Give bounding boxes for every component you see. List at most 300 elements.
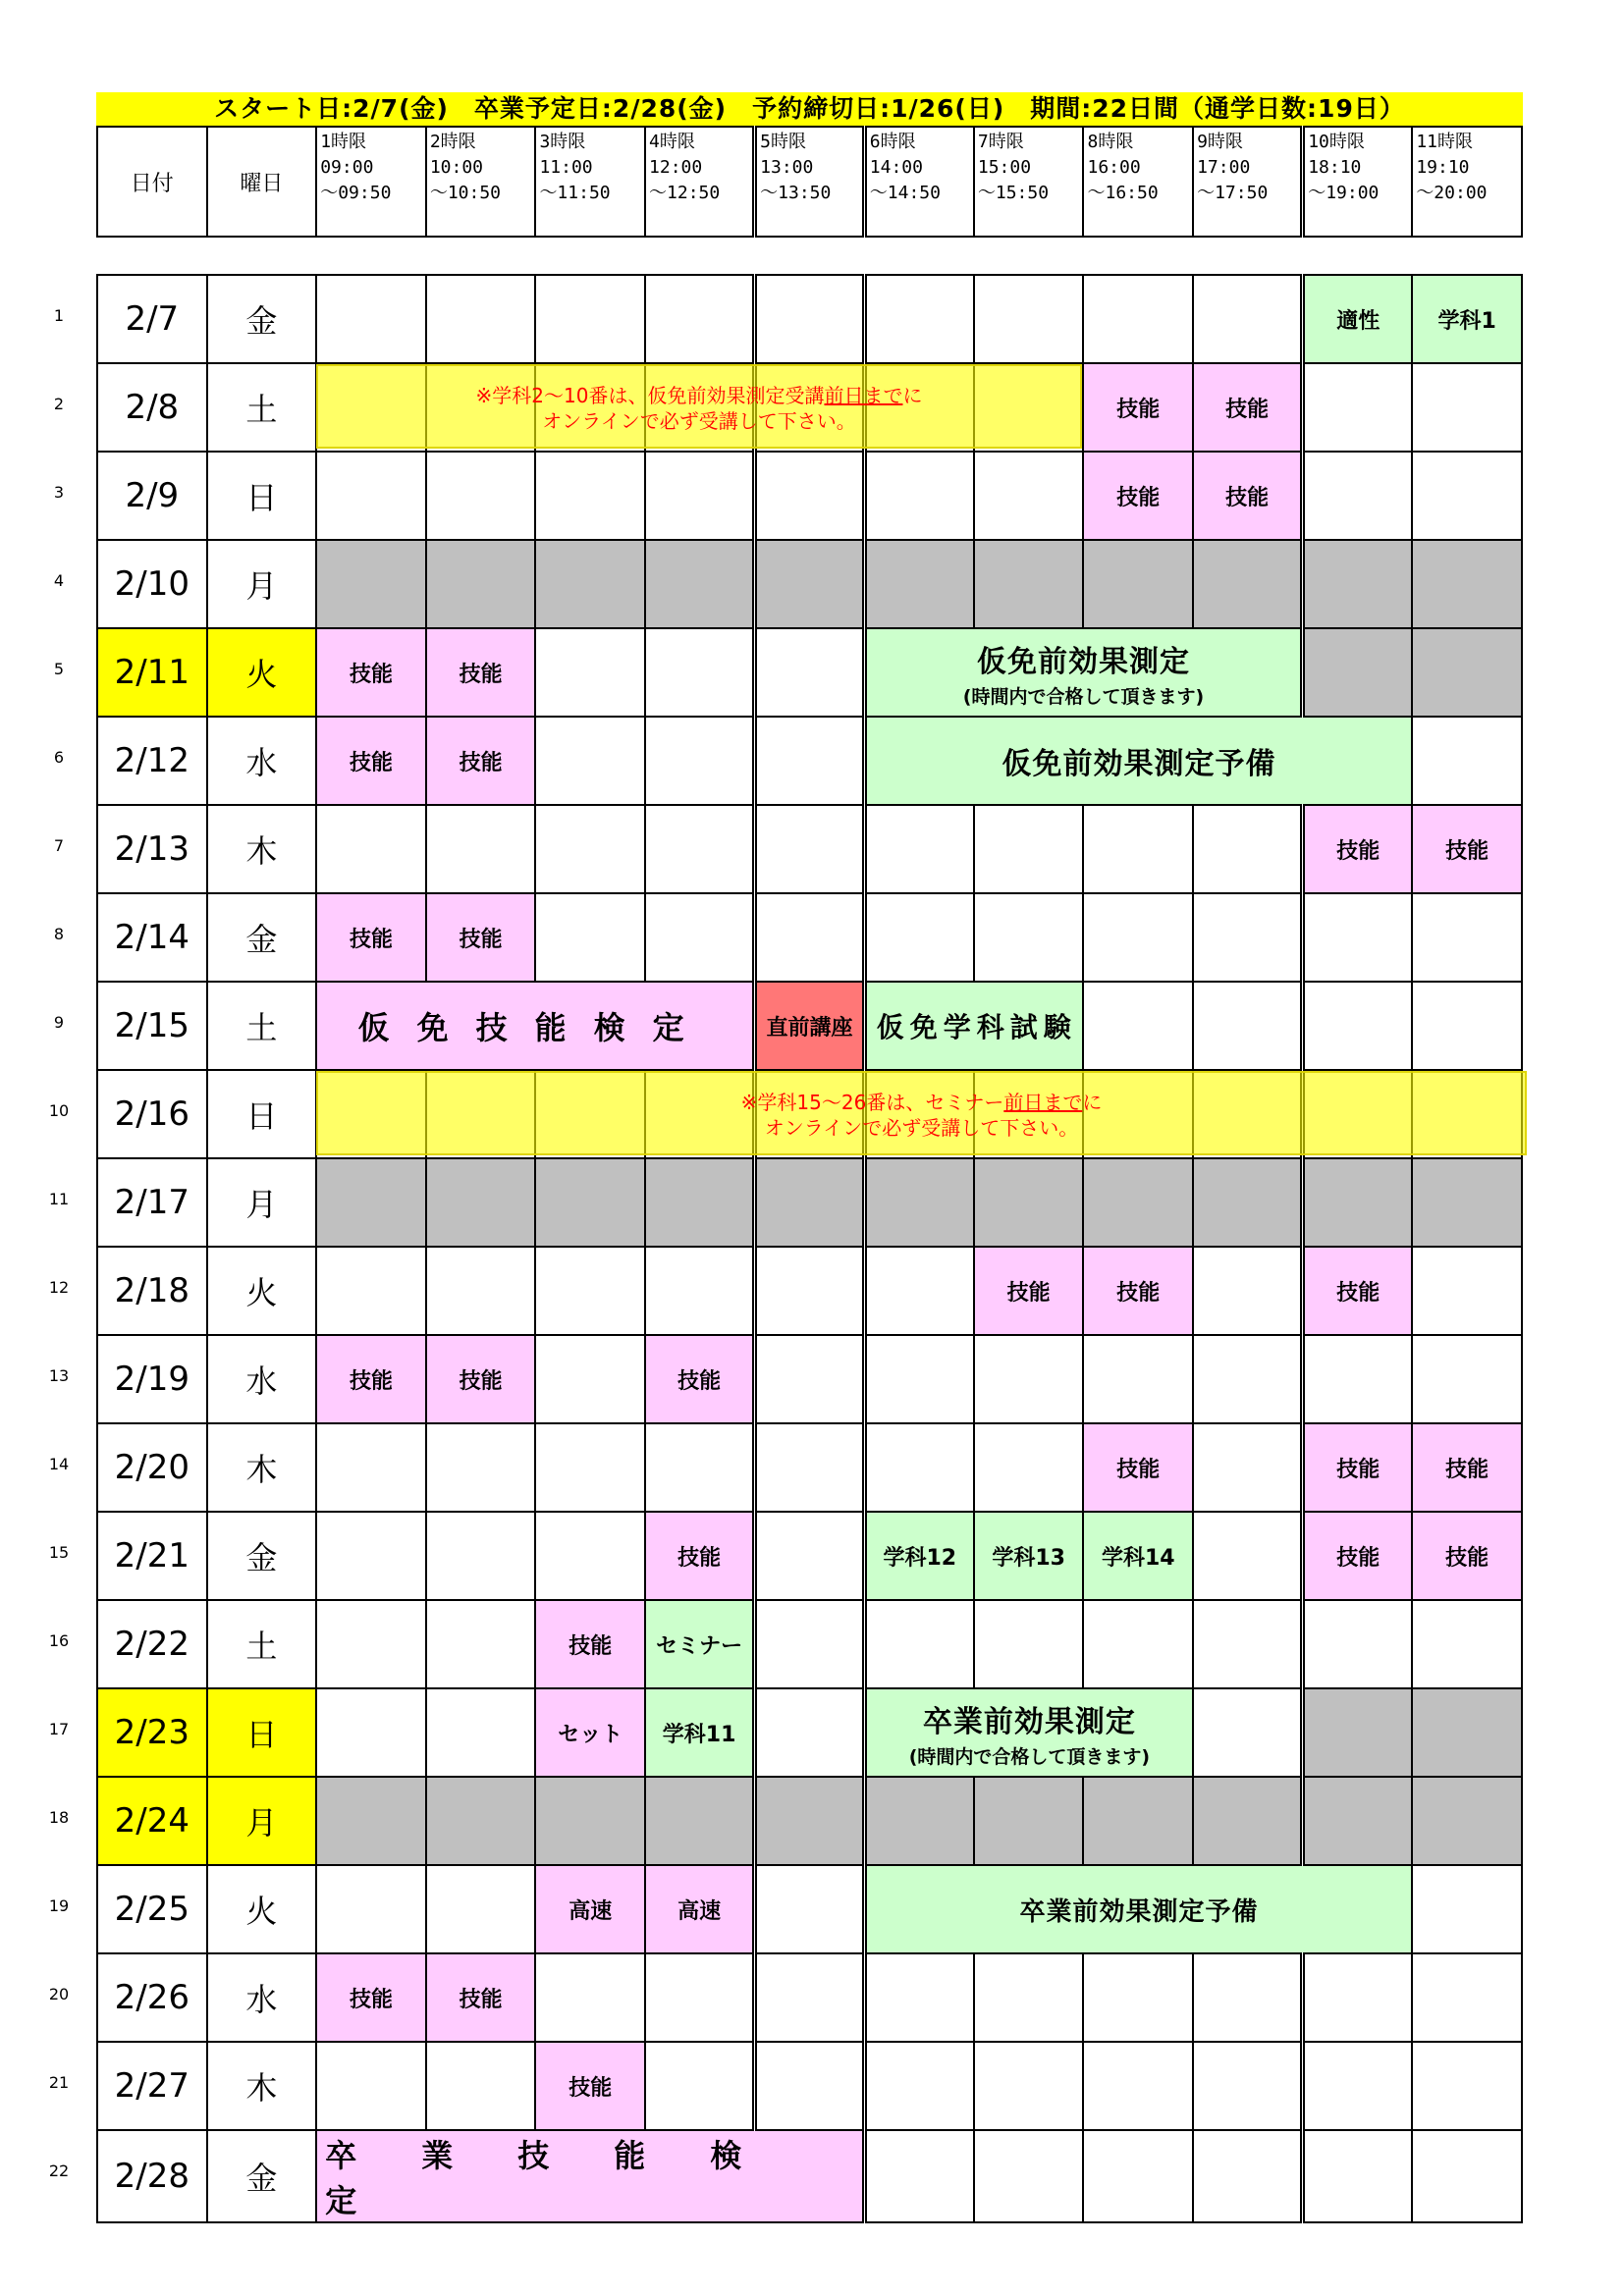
empty-slot[interactable] (974, 1600, 1084, 1688)
provisional-written-exam[interactable]: 仮免学科試験 (864, 982, 1083, 1070)
date-cell: 2/22 (97, 1600, 207, 1688)
empty-slot[interactable] (1303, 363, 1413, 452)
notice-line2: オンラインで必ず受講して下さい。 (542, 409, 856, 433)
empty-slot[interactable] (755, 452, 865, 540)
driving-skill-slot[interactable]: 技能 (426, 628, 536, 717)
notice-line2: オンラインで必ず受講して下さい。 (764, 1116, 1079, 1140)
graduation-test-reserve[interactable]: 卒業前効果測定予備 (864, 1865, 1412, 1953)
driving-skill-slot[interactable]: 技能 (645, 1335, 755, 1423)
row-number: 5 (53, 660, 65, 678)
closed-slot (1193, 1158, 1303, 1247)
empty-slot[interactable] (645, 893, 755, 982)
empty-slot[interactable] (1193, 982, 1303, 1070)
period-3-header: 3時限 11:00 ～11:50 (535, 127, 645, 237)
closed-slot (645, 1777, 755, 1865)
empty-slot[interactable] (316, 2042, 426, 2130)
closed-slot (316, 540, 426, 628)
notice-lectures-2-10 (316, 364, 1082, 449)
empty-slot[interactable] (1193, 1512, 1303, 1600)
notice-line1: ※学科15～26番は、セミナー前日までに (740, 1091, 1103, 1114)
empty-slot[interactable] (1193, 1335, 1303, 1423)
table-row (97, 1247, 1522, 1335)
highway-slot[interactable]: 高速 (535, 1865, 645, 1953)
empty-slot[interactable] (1193, 1423, 1303, 1512)
weekday-cell: 木 (207, 2042, 317, 2130)
empty-slot[interactable] (1412, 1335, 1522, 1423)
date-cell: 2/10 (97, 540, 207, 628)
driving-skill-slot[interactable]: 技能 (1193, 452, 1303, 540)
driving-skill-slot[interactable]: 技能 (1303, 1423, 1413, 1512)
empty-slot[interactable] (1193, 1953, 1303, 2042)
row-number: 21 (48, 2073, 70, 2092)
table-row (97, 2130, 1522, 2222)
empty-slot[interactable] (316, 1247, 426, 1335)
closed-slot (864, 540, 974, 628)
table-row (97, 1335, 1522, 1423)
driving-skill-slot[interactable]: 技能 (316, 1335, 426, 1423)
closed-slot (426, 1777, 536, 1865)
empty-slot[interactable] (645, 275, 755, 363)
date-cell: 2/27 (97, 2042, 207, 2130)
empty-slot[interactable] (426, 1423, 536, 1512)
driving-skill-slot[interactable]: 技能 (1083, 452, 1193, 540)
empty-slot[interactable] (1303, 1953, 1413, 2042)
closed-slot (755, 540, 865, 628)
weekday-cell: 木 (207, 805, 317, 893)
driving-skill-slot[interactable]: 技能 (316, 628, 426, 717)
empty-slot[interactable] (1412, 2042, 1522, 2130)
empty-slot[interactable] (1083, 1953, 1193, 2042)
provisional-test-reserve[interactable]: 仮免前効果測定予備 (864, 717, 1412, 805)
table-row (97, 1953, 1522, 2042)
schedule-banner: スタート日:2/7(金) 卒業予定日:2/28(金) 予約締切日:1/26(日) 期間:22日間（通学日数:19日） (96, 92, 1523, 126)
empty-slot[interactable] (755, 275, 865, 363)
empty-slot[interactable] (1303, 452, 1413, 540)
driving-skill-slot[interactable]: 技能 (426, 893, 536, 982)
row-number: 7 (53, 836, 65, 855)
empty-slot[interactable] (1412, 717, 1522, 805)
row-number: 13 (48, 1366, 70, 1385)
driving-skill-slot[interactable]: 技能 (974, 1247, 1084, 1335)
empty-slot[interactable] (864, 1953, 974, 2042)
empty-slot[interactable] (535, 1953, 645, 2042)
period-8-header: 8時限 16:00 ～16:50 (1083, 127, 1193, 237)
weekday-cell: 土 (207, 1600, 317, 1688)
driving-skill-slot[interactable]: 技能 (1303, 805, 1413, 893)
date-cell: 2/21 (97, 1512, 207, 1600)
empty-slot[interactable] (535, 1512, 645, 1600)
notice-line1: ※学科2～10番は、仮免前効果測定受講前日までに (475, 384, 923, 407)
closed-slot (1083, 1777, 1193, 1865)
driving-skill-slot[interactable]: 技能 (426, 1335, 536, 1423)
closed-slot (645, 540, 755, 628)
empty-slot[interactable] (1303, 1600, 1413, 1688)
empty-slot[interactable] (1193, 893, 1303, 982)
table-row (97, 540, 1522, 628)
empty-slot[interactable] (755, 628, 865, 717)
empty-slot[interactable] (535, 1423, 645, 1512)
closed-slot (1303, 540, 1413, 628)
date-cell: 2/16 (97, 1070, 207, 1158)
row-number: 10 (48, 1101, 70, 1120)
empty-slot[interactable] (1193, 1600, 1303, 1688)
weekday-cell: 火 (207, 628, 317, 717)
empty-slot[interactable] (535, 1247, 645, 1335)
empty-slot[interactable] (645, 628, 755, 717)
empty-slot[interactable] (1193, 805, 1303, 893)
set-slot[interactable]: セット (535, 1688, 645, 1777)
closed-slot (1412, 628, 1522, 717)
empty-slot[interactable] (974, 893, 1084, 982)
empty-slot[interactable] (1083, 982, 1193, 1070)
empty-slot[interactable] (426, 1512, 536, 1600)
closed-slot (755, 1158, 865, 1247)
graduation-effect-test[interactable]: 卒業前効果測定 (時間内で合格して頂きます) (864, 1688, 1193, 1777)
date-cell: 2/19 (97, 1335, 207, 1423)
empty-slot[interactable] (1083, 1600, 1193, 1688)
weekday-cell: 火 (207, 1865, 317, 1953)
empty-slot[interactable] (316, 1600, 426, 1688)
closed-slot (1193, 1777, 1303, 1865)
empty-slot[interactable] (864, 2130, 974, 2222)
empty-slot[interactable] (1412, 2130, 1522, 2222)
empty-slot[interactable] (1412, 1600, 1522, 1688)
empty-slot[interactable] (755, 893, 865, 982)
date-cell: 2/25 (97, 1865, 207, 1953)
weekday-cell: 水 (207, 717, 317, 805)
empty-slot[interactable] (1193, 2130, 1303, 2222)
closed-slot (1412, 1688, 1522, 1777)
date-cell: 2/7 (97, 275, 207, 363)
empty-slot[interactable] (1083, 805, 1193, 893)
empty-slot[interactable] (1303, 1335, 1413, 1423)
empty-slot[interactable] (535, 452, 645, 540)
table-row (97, 275, 1522, 363)
weekday-cell: 月 (207, 540, 317, 628)
weekday-cell: 金 (207, 275, 317, 363)
closed-slot (864, 1158, 974, 1247)
driving-skill-slot[interactable]: 技能 (316, 717, 426, 805)
row-number: 15 (48, 1543, 70, 1562)
date-cell: 2/8 (97, 363, 207, 452)
driving-skill-slot[interactable]: 技能 (535, 2042, 645, 2130)
row-number: 16 (48, 1631, 70, 1650)
period-10-header: 10時限 18:10 ～19:00 (1303, 127, 1413, 237)
driving-skill-slot[interactable]: 技能 (1303, 1247, 1413, 1335)
empty-slot[interactable] (1412, 1865, 1522, 1953)
weekday-cell: 金 (207, 893, 317, 982)
empty-slot[interactable] (755, 1865, 865, 1953)
empty-slot[interactable] (1193, 2042, 1303, 2130)
closed-slot (426, 540, 536, 628)
schedule-table (96, 274, 1523, 2223)
table-row (97, 982, 1522, 1070)
period-2-header: 2時限 10:00 ～10:50 (426, 127, 536, 237)
empty-slot[interactable] (426, 2042, 536, 2130)
provisional-skill-exam[interactable]: 仮免技能検定 (316, 982, 754, 1070)
driving-skill-slot[interactable]: 技能 (316, 893, 426, 982)
empty-slot[interactable] (426, 275, 536, 363)
closed-slot (645, 1158, 755, 1247)
empty-slot[interactable] (645, 1247, 755, 1335)
driving-skill-slot[interactable]: 技能 (426, 717, 536, 805)
empty-slot[interactable] (755, 717, 865, 805)
empty-slot[interactable] (426, 1865, 536, 1953)
row-number: 2 (53, 395, 65, 413)
period-1-header: 1時限 09:00 ～09:50 (316, 127, 426, 237)
driving-skill-slot[interactable]: 技能 (426, 1953, 536, 2042)
empty-slot[interactable] (1412, 452, 1522, 540)
empty-slot[interactable] (1412, 893, 1522, 982)
pre-exam-lecture[interactable]: 直前講座 (755, 982, 865, 1070)
date-cell: 2/23 (97, 1688, 207, 1777)
closed-slot (316, 1158, 426, 1247)
period-11-header: 11時限 19:10 ～20:00 (1412, 127, 1522, 237)
closed-slot (1303, 1158, 1413, 1247)
empty-slot[interactable] (974, 452, 1084, 540)
empty-slot[interactable] (1083, 1335, 1193, 1423)
closed-slot (316, 1777, 426, 1865)
row-number: 8 (53, 925, 65, 943)
period-7-header: 7時限 15:00 ～15:50 (974, 127, 1084, 237)
empty-slot[interactable] (864, 1423, 974, 1512)
seminar-slot[interactable]: セミナー (645, 1600, 755, 1688)
empty-slot[interactable] (645, 805, 755, 893)
highway-slot[interactable]: 高速 (645, 1865, 755, 1953)
weekday-cell: 水 (207, 1953, 317, 2042)
empty-slot[interactable] (316, 452, 426, 540)
empty-slot[interactable] (645, 1953, 755, 2042)
empty-slot[interactable] (864, 1335, 974, 1423)
empty-slot[interactable] (316, 805, 426, 893)
empty-slot[interactable] (535, 805, 645, 893)
empty-slot[interactable] (974, 2130, 1084, 2222)
empty-slot[interactable] (1412, 1247, 1522, 1335)
empty-slot[interactable] (755, 1953, 865, 2042)
weekday-cell: 日 (207, 1688, 317, 1777)
driving-skill-slot[interactable]: 技能 (1303, 1512, 1413, 1600)
table-row (97, 893, 1522, 982)
empty-slot[interactable] (1193, 1688, 1303, 1777)
empty-slot[interactable] (645, 2042, 755, 2130)
weekday-cell: 土 (207, 982, 317, 1070)
empty-slot[interactable] (316, 1512, 426, 1600)
period-header (96, 126, 1523, 238)
date-cell: 2/20 (97, 1423, 207, 1512)
row-number: 4 (53, 571, 65, 590)
closed-slot (974, 1777, 1084, 1865)
lecture-slot[interactable]: 学科1 (1412, 275, 1522, 363)
weekday-cell: 日 (207, 452, 317, 540)
empty-slot[interactable] (755, 2042, 865, 2130)
empty-slot[interactable] (316, 275, 426, 363)
table-row (97, 1865, 1522, 1953)
provisional-license-test[interactable]: 仮免前効果測定 (時間内で合格して頂きます) (864, 628, 1302, 717)
empty-slot[interactable] (645, 1423, 755, 1512)
graduation-skill-exam[interactable]: 卒業技能検定 (316, 2130, 864, 2222)
empty-slot[interactable] (1083, 893, 1193, 982)
empty-slot[interactable] (864, 2042, 974, 2130)
empty-slot[interactable] (426, 1247, 536, 1335)
closed-slot (974, 540, 1084, 628)
closed-slot (426, 1158, 536, 1247)
closed-slot (1083, 540, 1193, 628)
empty-slot[interactable] (426, 805, 536, 893)
table-row (97, 1158, 1522, 1247)
empty-slot[interactable] (974, 1423, 1084, 1512)
date-cell: 2/14 (97, 893, 207, 982)
row-number: 19 (48, 1896, 70, 1915)
row-number: 6 (53, 748, 65, 767)
driving-skill-slot[interactable]: 技能 (1412, 805, 1522, 893)
weekday-cell: 土 (207, 363, 317, 452)
date-column-header: 日付 (97, 127, 207, 237)
row-number: 11 (48, 1190, 70, 1208)
table-row (97, 1512, 1522, 1600)
row-number: 12 (48, 1278, 70, 1297)
empty-slot[interactable] (1083, 2042, 1193, 2130)
table-row (97, 2042, 1522, 2130)
empty-slot[interactable] (1303, 893, 1413, 982)
empty-slot[interactable] (864, 805, 974, 893)
date-cell: 2/13 (97, 805, 207, 893)
weekday-cell: 木 (207, 1423, 317, 1512)
driving-skill-slot[interactable]: 技能 (1083, 1423, 1193, 1512)
empty-slot[interactable] (974, 805, 1084, 893)
weekday-cell: 水 (207, 1335, 317, 1423)
empty-slot[interactable] (426, 452, 536, 540)
empty-slot[interactable] (1193, 275, 1303, 363)
empty-slot[interactable] (426, 1600, 536, 1688)
empty-slot[interactable] (1083, 275, 1193, 363)
weekday-cell: 日 (207, 1070, 317, 1158)
empty-slot[interactable] (426, 1688, 536, 1777)
driving-skill-slot[interactable]: 技能 (535, 1600, 645, 1688)
empty-slot[interactable] (755, 1688, 865, 1777)
row-number: 17 (48, 1720, 70, 1738)
weekday-cell: 火 (207, 1247, 317, 1335)
aptitude-slot[interactable]: 適性 (1303, 275, 1413, 363)
period-4-header: 4時限 12:00 ～12:50 (645, 127, 755, 237)
empty-slot[interactable] (864, 893, 974, 982)
closed-slot (864, 1777, 974, 1865)
closed-slot (1193, 540, 1303, 628)
date-cell: 2/9 (97, 452, 207, 540)
empty-slot[interactable] (1303, 2042, 1413, 2130)
closed-slot (1412, 1158, 1522, 1247)
table-row (97, 805, 1522, 893)
empty-slot[interactable] (755, 1423, 865, 1512)
empty-slot[interactable] (974, 2042, 1084, 2130)
empty-slot[interactable] (974, 1953, 1084, 2042)
date-cell: 2/15 (97, 982, 207, 1070)
empty-slot[interactable] (864, 452, 974, 540)
lecture-slot[interactable]: 学科13 (974, 1512, 1084, 1600)
driving-skill-slot[interactable]: 技能 (1193, 363, 1303, 452)
closed-slot (1303, 628, 1413, 717)
table-row (97, 1777, 1522, 1865)
driving-skill-slot[interactable]: 技能 (1083, 1247, 1193, 1335)
empty-slot[interactable] (535, 275, 645, 363)
period-9-header: 9時限 17:00 ～17:50 (1193, 127, 1303, 237)
empty-slot[interactable] (755, 1600, 865, 1688)
table-row (97, 1423, 1522, 1512)
date-cell: 2/28 (97, 2130, 207, 2222)
table-row (97, 717, 1522, 805)
empty-slot[interactable] (864, 1600, 974, 1688)
lecture-slot[interactable]: 学科14 (1083, 1512, 1193, 1600)
table-row (97, 1600, 1522, 1688)
row-number: 22 (48, 2162, 70, 2180)
empty-slot[interactable] (755, 805, 865, 893)
empty-slot[interactable] (1412, 1953, 1522, 2042)
closed-slot (1412, 540, 1522, 628)
table-row (97, 1688, 1522, 1777)
closed-slot (1083, 1158, 1193, 1247)
empty-slot[interactable] (864, 1247, 974, 1335)
weekday-cell: 金 (207, 1512, 317, 1600)
empty-slot[interactable] (1303, 2130, 1413, 2222)
empty-slot[interactable] (316, 1688, 426, 1777)
date-cell: 2/18 (97, 1247, 207, 1335)
empty-slot[interactable] (974, 275, 1084, 363)
row-number: 14 (48, 1455, 70, 1473)
row-number: 3 (53, 483, 65, 502)
empty-slot[interactable] (535, 1335, 645, 1423)
lecture-slot[interactable]: 学科12 (864, 1512, 974, 1600)
date-cell: 2/26 (97, 1953, 207, 2042)
closed-slot (1303, 1688, 1413, 1777)
closed-slot (535, 1158, 645, 1247)
empty-slot[interactable] (535, 717, 645, 805)
empty-slot[interactable] (1083, 2130, 1193, 2222)
driving-skill-slot[interactable]: 技能 (1412, 1423, 1522, 1512)
date-cell: 2/17 (97, 1158, 207, 1247)
row-number: 1 (53, 306, 65, 325)
driving-skill-slot[interactable]: 技能 (1083, 363, 1193, 452)
date-cell: 2/24 (97, 1777, 207, 1865)
empty-slot[interactable] (755, 1247, 865, 1335)
empty-slot[interactable] (1193, 1247, 1303, 1335)
closed-slot (535, 1777, 645, 1865)
empty-slot[interactable] (864, 275, 974, 363)
empty-slot[interactable] (755, 1512, 865, 1600)
empty-slot[interactable] (1303, 982, 1413, 1070)
empty-slot[interactable] (645, 717, 755, 805)
closed-slot (755, 1777, 865, 1865)
driving-skill-slot[interactable]: 技能 (1412, 1512, 1522, 1600)
driving-skill-slot[interactable]: 技能 (645, 1512, 755, 1600)
empty-slot[interactable] (535, 893, 645, 982)
row-number: 20 (48, 1985, 70, 2003)
empty-slot[interactable] (974, 1335, 1084, 1423)
empty-slot[interactable] (316, 1423, 426, 1512)
empty-slot[interactable] (645, 452, 755, 540)
empty-slot[interactable] (535, 628, 645, 717)
date-cell: 2/11 (97, 628, 207, 717)
empty-slot[interactable] (755, 1335, 865, 1423)
lecture-slot[interactable]: 学科11 (645, 1688, 755, 1777)
row-number: 18 (48, 1808, 70, 1827)
period-5-header: 5時限 13:00 ～13:50 (755, 127, 865, 237)
empty-slot[interactable] (316, 1865, 426, 1953)
closed-slot (974, 1158, 1084, 1247)
date-cell: 2/12 (97, 717, 207, 805)
driving-skill-slot[interactable]: 技能 (316, 1953, 426, 2042)
notice-lectures-15-26 (316, 1071, 1527, 1155)
empty-slot[interactable] (1412, 982, 1522, 1070)
empty-slot[interactable] (1412, 363, 1522, 452)
